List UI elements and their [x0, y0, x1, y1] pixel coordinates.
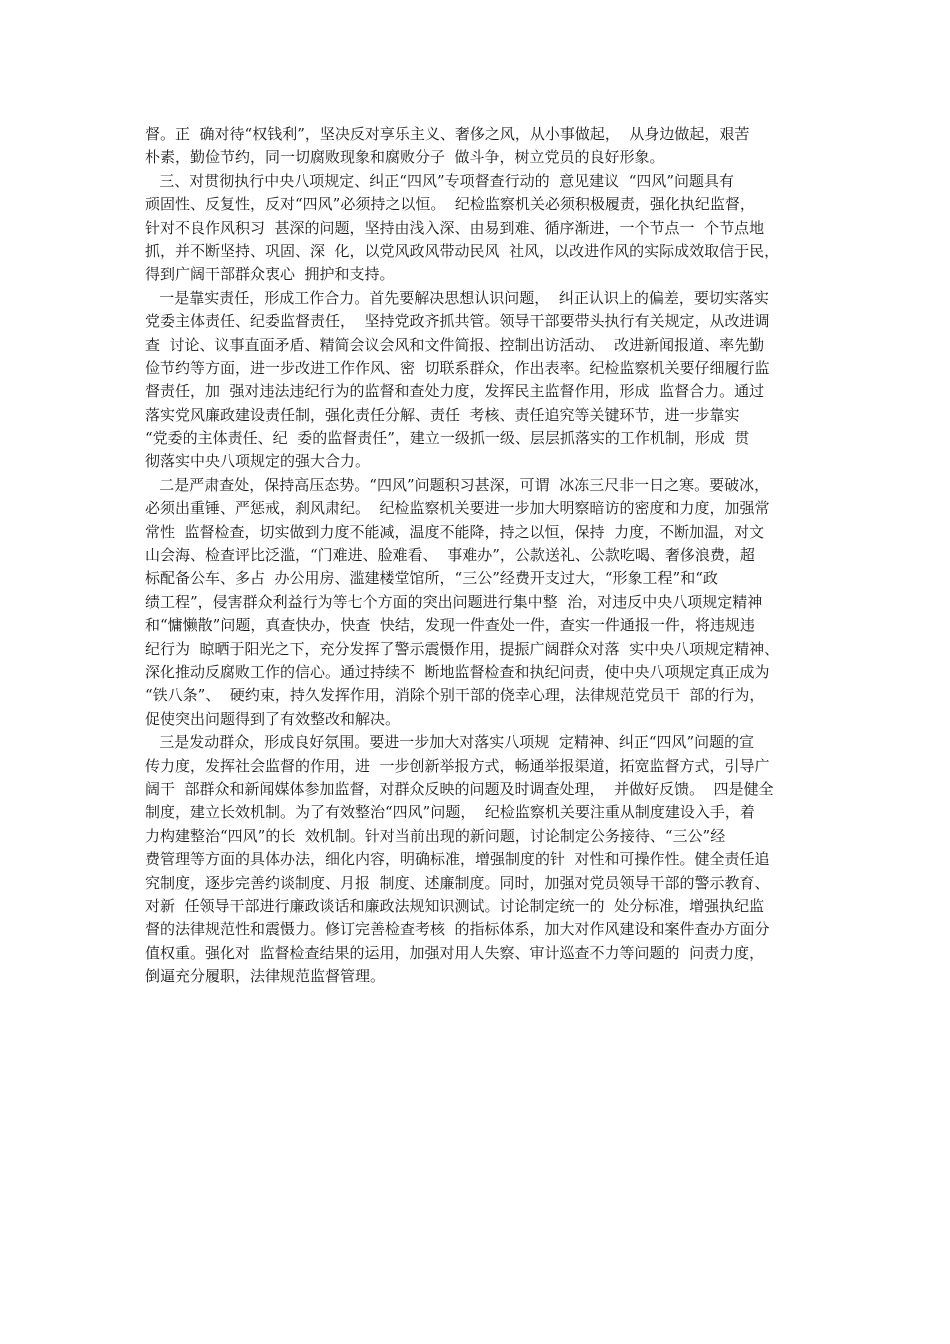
text-line: 常性 监督检查，切实做到力度不能减，温度不能降，持之以恒，保持 力度，不断加温，对文	[145, 522, 765, 541]
text-line: 朴素，勤俭节约，同一切腐败现象和腐败分子 做斗争，树立党员的良好形象。	[145, 148, 665, 167]
text-line: 得到广阔干部群众衷心 拥护和支持。	[145, 265, 395, 284]
text-line: 俭节约等方面，进一步改进工作作风、密 切联系群众，作出表率。纪检监察机关要仔细履行监	[145, 358, 770, 377]
text-line: 值权重。强化对 监督检查结果的运用，加强对用人失察、审计巡查不力等问题的 问责力度，	[145, 943, 765, 962]
text-line: 督责任，加 强对违法违纪行为的监督和查处力度，发挥民主监督作用，形成 监督合力。通过	[145, 382, 765, 401]
text-line: 督的法律规范性和震慑力。修订完善检查考核 的指标体系，加大对作风建设和案件查办方面分	[145, 920, 770, 939]
text-line: 究制度，逐步完善约谈制度、月报 制度、述廉制度。同时，加强对党员领导干部的警示教育、	[145, 873, 770, 892]
text-line: 促使突出问题得到了有效整改和解决。	[145, 709, 401, 728]
text-line: “铁八条”、 硬约束，持久发挥作用，消除个别干部的侥幸心理，法律规范党员干 部的行为，	[145, 686, 765, 705]
text-line: 二是严肃查处，保持高压态势。“四风”问题积习甚深，可谓 冰冻三尺非一日之寒。要破冰，	[145, 475, 770, 494]
text-line: 必须出重锤、严惩戒，刹风肃纪。 纪检监察机关要进一步加大明察暗访的密度和力度，加强常	[145, 499, 770, 518]
text-line: 抓，并不断坚持、巩固、深 化，以党风政风带动民风 社风，以改进作风的实际成效取信于民，	[145, 241, 780, 260]
text-line: 督。正 确对待“权钱利”，坚决反对享乐主义、奢侈之风，从小事做起， 从身边做起，艰苦	[145, 125, 750, 143]
text-line: 对新 任领导干部进行廉政谈话和廉政法规知识测试。讨论制定统一的 处分标准，增强执纪监	[145, 896, 765, 915]
text-line: 顽固性、反复性，反对“四风”必须持之以恒。 纪检监察机关必须积极履责，强化执纪监督，	[145, 195, 755, 214]
text-line: 三是发动群众，形成良好氛围。要进一步加大对落实八项规 定精神、纠正“四风”问题的宣	[145, 733, 755, 752]
text-line: 制度，建立长效机制。为了有效整治“四风”问题， 纪检监察机关要注重从制度建设入手，着	[145, 803, 755, 822]
text-line: 山会海、检查评比泛滥，“门难进、脸难看、 事难办”，公款送礼、公款吃喝、奢侈浪费，超	[145, 546, 755, 565]
text-line: 深化推动反腐败工作的信心。通过持续不 断地监督检查和执纪问责，使中央八项规定真正成为	[145, 662, 770, 681]
text-line: 绩工程”，侵害群众利益行为等七个方面的突出问题进行集中整 治，对违反中央八项规定精神	[145, 592, 763, 611]
text-line: 三、对贯彻执行中央八项规定、纠正“四风”专项督查行动的 意见建议 “四风”问题具有	[145, 171, 735, 190]
text-line: 彻落实中央八项规定的强大合力。	[145, 452, 371, 471]
text-line: 费管理等方面的具体办法，细化内容，明确标准，增强制度的针 对性和可操作性。健全责任追	[145, 850, 770, 869]
text-line: 标配备公车、多占 办公用房、滥建楼堂馆所，“三公”经费开支过大，“形象工程”和“政	[145, 569, 718, 588]
text-line: 党委主体责任、纪委监督责任， 坚持党政齐抓共管。领导干部要带头执行有关规定，从改进调	[145, 312, 770, 331]
text-line: 力构建整治“四风”的长 效机制。针对当前出现的新问题，讨论制定公务接待、“三公”经	[145, 826, 726, 845]
text-line: 传力度，发挥社会监督的作用，进 一步创新举报方式，畅通举报渠道，拓宽监督方式，引导广	[145, 756, 770, 775]
text-line: 和“慵懒散”问题，真查快办，快查 快结，发现一件查处一件，查实一件通报一件，将违规违	[145, 616, 755, 635]
text-line: 阔干 部群众和新闻媒体参加监督，对群众反映的问题及时调查处理， 并做好反馈。 四是健全	[145, 779, 774, 798]
text-line: 查 讨论、议事直面矛盾、精简会议会风和文件简报、控制出访活动、 改进新闻报道、率先勤	[145, 335, 765, 354]
text-line: “党委的主体责任、纪 委的监督责任”，建立一级抓一级、层层抓落实的工作机制，形成 贯	[145, 429, 750, 448]
document-body-text	[145, 123, 810, 988]
text-line: 一是靠实责任，形成工作合力。首先要解决思想认识问题， 纠正认识上的偏差，要切实落实	[145, 288, 769, 307]
text-line: 针对不良作风积习 甚深的问题，坚持由浅入深、由易到难、循序渐进，一个节点一 个节点地	[145, 218, 765, 237]
text-line: 落实党风廉政建设责任制，强化责任分解、责任 考核、责任追究等关键环节，进一步靠实	[145, 405, 740, 424]
text-line: 倒逼充分履职，法律规范监督管理。	[145, 967, 386, 986]
text-line: 纪行为 晾晒于阳光之下，充分发挥了警示震慑作用，提振广阔群众对落 实中央八项规定精神、	[145, 639, 780, 658]
